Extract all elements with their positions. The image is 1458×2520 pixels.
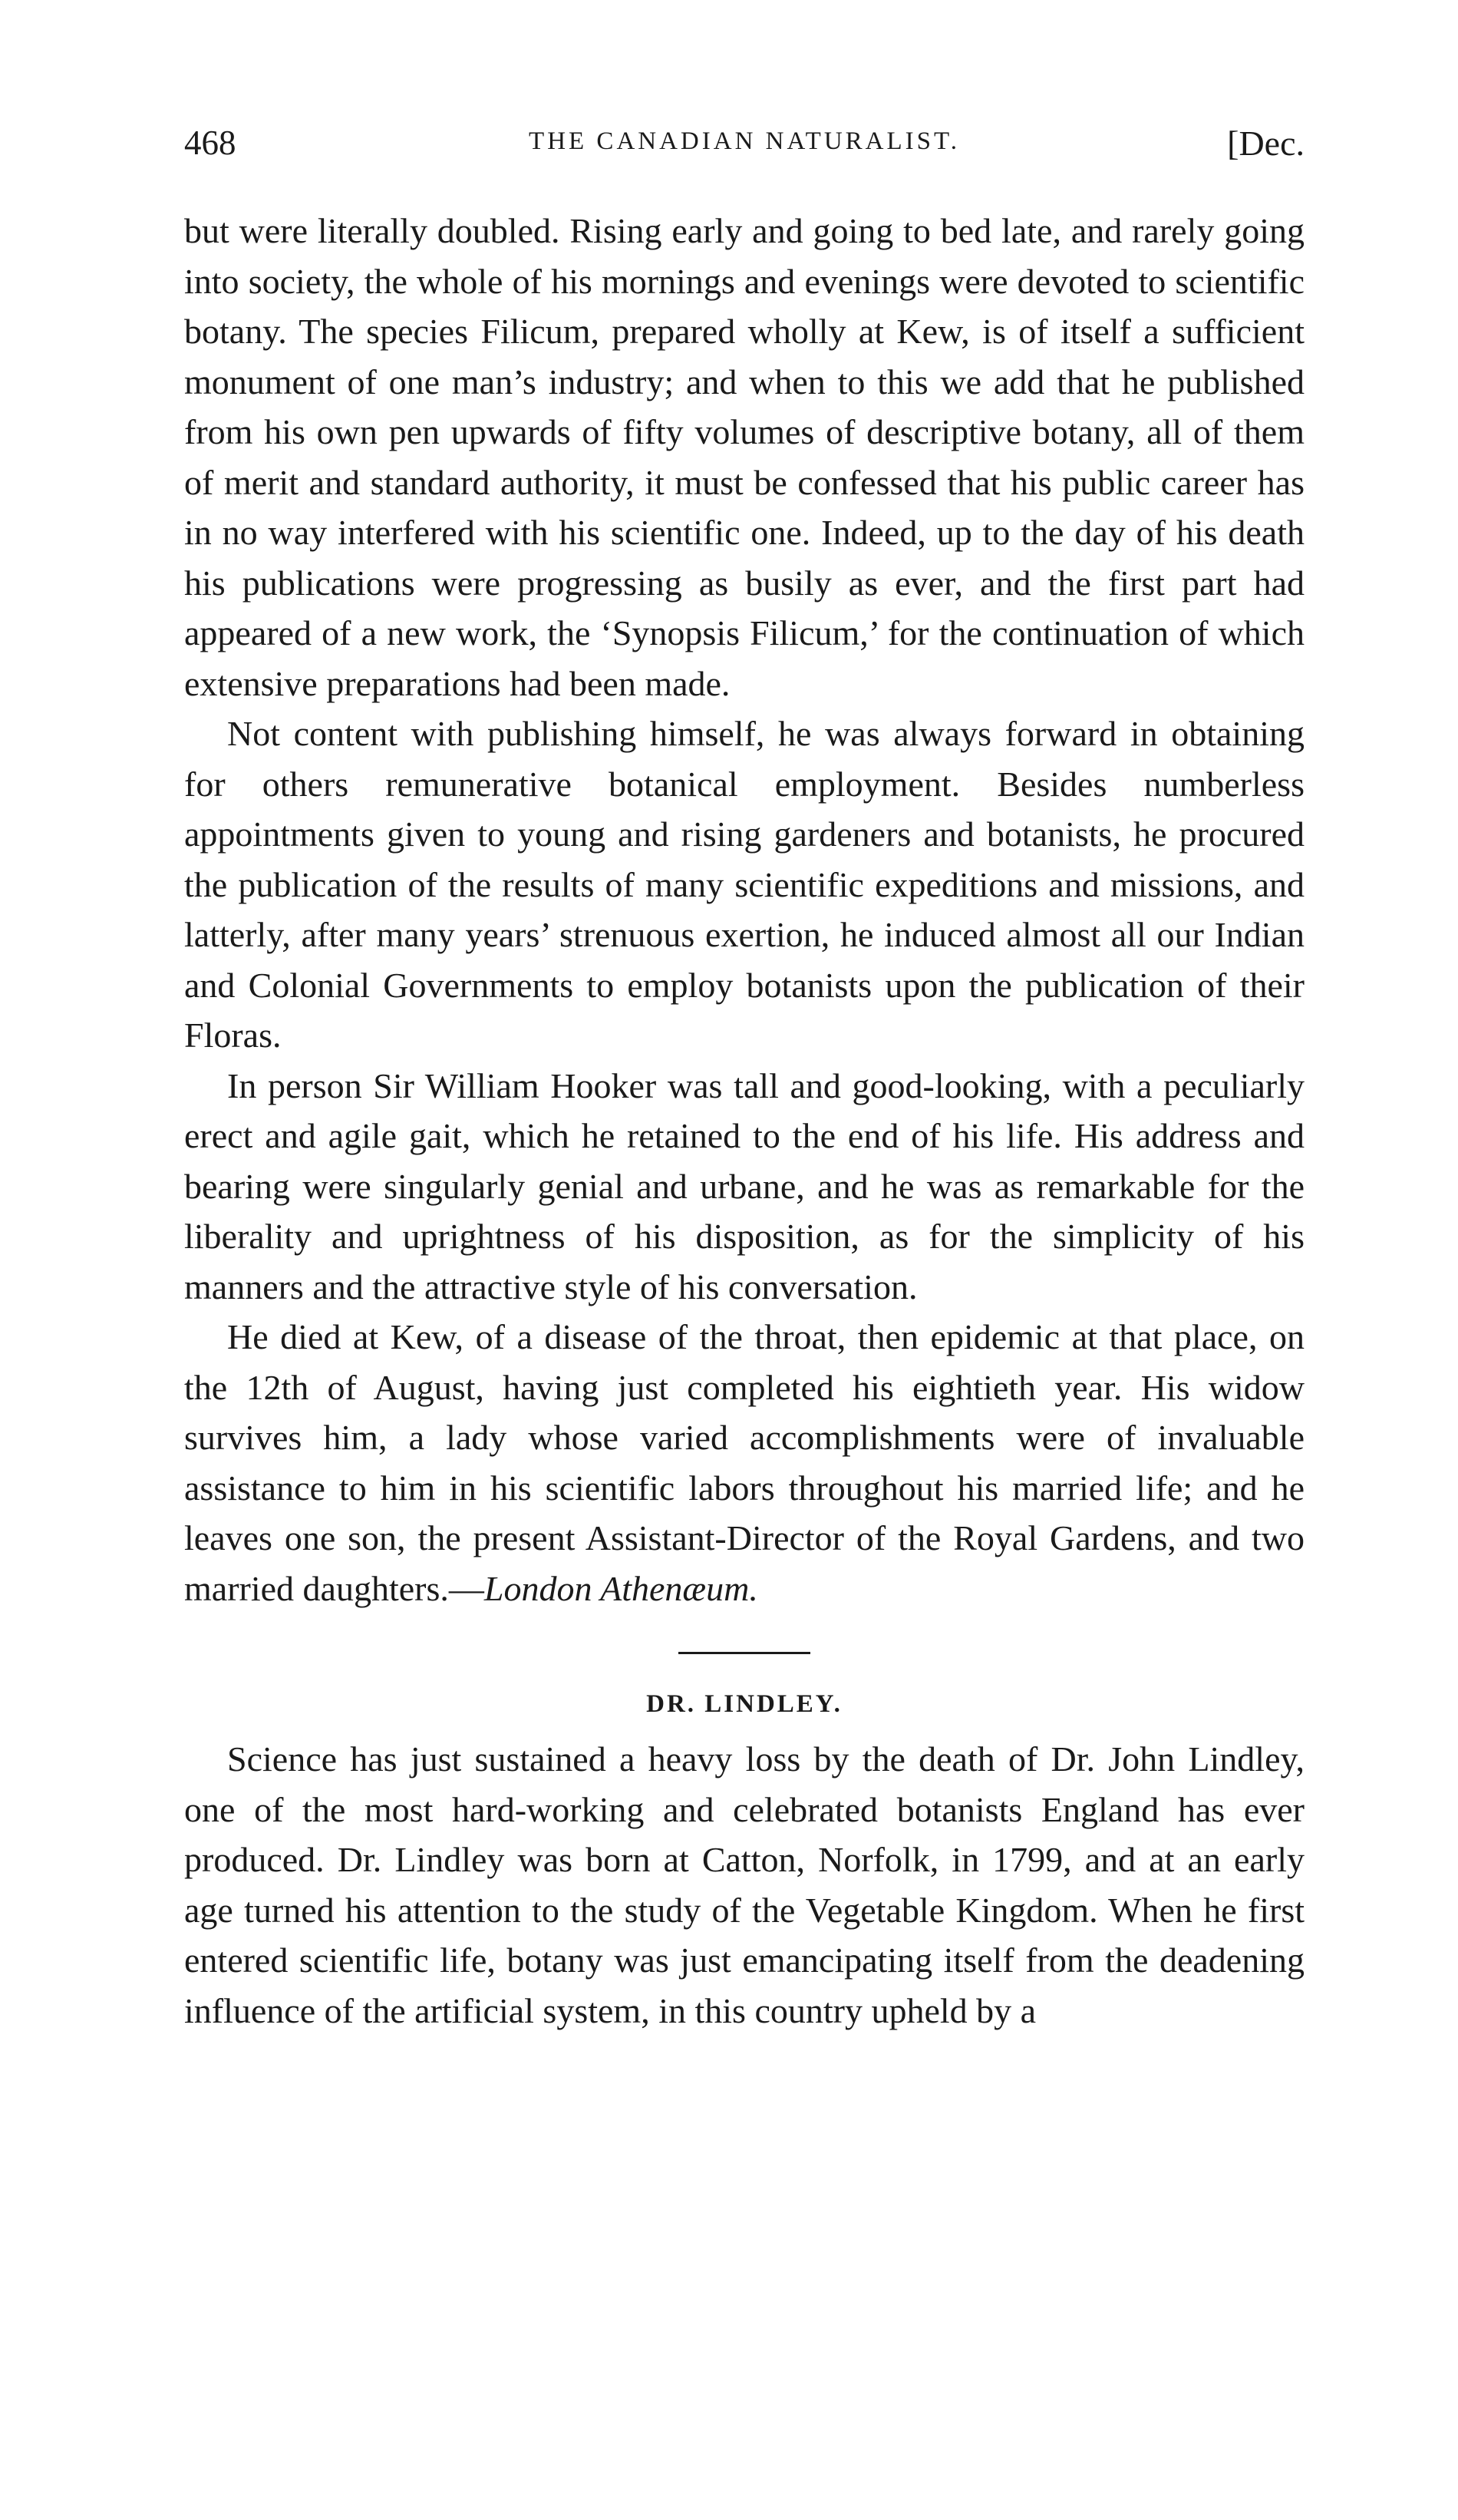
running-head bbox=[184, 123, 1305, 169]
paragraph-person: In person Sir William Hooker was tall and good-looking, with a peculiarly erect and agile gait, which he retained to the end of his life. His address and bearing were singularly genial and urbane, and he was as remarkable for the liberality and uprightness of his disposition, as for the simplicity of his manners and the attractive style of his conversation. bbox=[184, 1065, 1305, 1306]
paragraph-employment: Not content with publishing himself, he was always forward in obtaining for others remunerative botanical employment. Besides numberless appointments given to young and rising gardeners and botanists, he procured the publication of the results of many scientific expeditions and missions, and latterly, after many years’ strenuous exertion, he induced almost all our Indian and Colonial Governments to employ botanists upon the publication of their Floras. bbox=[184, 714, 1305, 1055]
closing-line-text: daughters.— bbox=[302, 1568, 484, 1608]
month-label: [Dec. bbox=[1227, 124, 1305, 163]
source-citation: London Athenæum. bbox=[483, 1568, 758, 1608]
paragraph-lindley: Science has just sustained a heavy loss by the death of Dr. John Lindley, one of the most hard-working and celebrated botanists England has ever produced. Dr. Lindley was born at Catton, Norfolk, in 1799, and at an early age turned his attention to the study of the Vegetable Kingdom. When he first entered scientific life, botany was just emancipating itself from the deadening influence of the artificial system, in this country upheld by a bbox=[184, 1739, 1305, 2030]
paragraph-death-text: He died at Kew, of a disease of the throat, then epidemic at that place, on the 12th of August, having just completed his eightieth year. His widow survives him, a lady whose varied accomplishments were of invaluable assistance to him in his scientific labors throughout his married life; and he leaves one son, the present Assistant-Director of the Royal Gardens, and two married bbox=[184, 1317, 1305, 1608]
paragraph-continued: but were literally doubled. Rising early and going to bed late, and rarely going into society, the whole of his mornings and evenings were devoted to scientific botany. The species Filicum, prepared wholly at Kew, is of itself a sufficient monument of one man’s industry; and when to this we add that he published from his own pen upwards of fifty volumes of descriptive botany, all of them of merit and standard authority, it must be confessed that his public career has in no way interfered with his scientific one. Indeed, up to the day of his death his publications were progressing as busily as ever, and the first part had appeared of a new work, the ‘Synopsis Filicum,’ for the continuation of which extensive preparations had been made. bbox=[184, 211, 1305, 703]
section-heading: DR. LINDLEY. bbox=[646, 1690, 843, 1718]
journal-title: THE CANADIAN NATURALIST. bbox=[529, 127, 960, 155]
article-body bbox=[184, 206, 1305, 2036]
page-number: 468 bbox=[184, 124, 236, 162]
section-divider bbox=[678, 1652, 810, 1654]
paragraph-death bbox=[184, 1312, 1305, 1613]
